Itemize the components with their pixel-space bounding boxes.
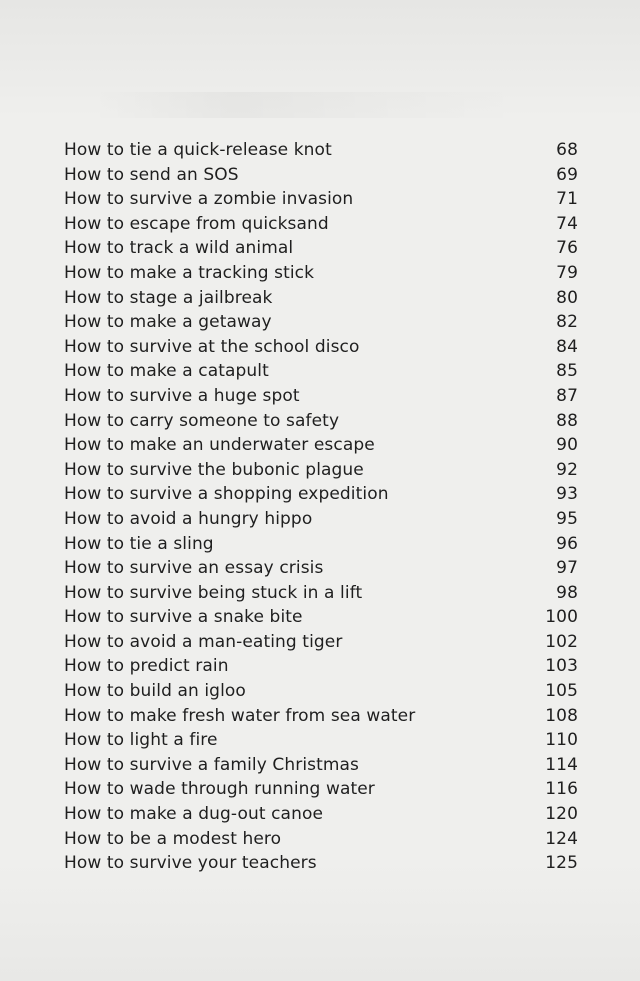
toc-entry-page: 97 (556, 558, 578, 579)
toc-entry (64, 359, 578, 384)
toc-entry-page: 80 (556, 287, 578, 308)
toc-entry (64, 753, 578, 778)
toc-entry (64, 630, 578, 655)
toc-entry-page: 82 (556, 312, 578, 333)
toc-entry-title: How to escape from quicksand (64, 213, 329, 234)
toc-entry-title: How to make a dug-out canoe (64, 804, 324, 825)
toc-entry (64, 409, 578, 434)
toc-entry-page: 98 (556, 582, 578, 603)
toc-entry-title: How to make a tracking stick (64, 262, 315, 283)
toc-entry-title: How to tie a quick-release knot (64, 140, 332, 160)
toc-entry-title: How to survive the bubonic plague (64, 459, 364, 480)
toc-entry (64, 851, 578, 876)
toc-entry-title: How to avoid a hungry hippo (64, 508, 313, 529)
toc-entry-title: How to make a getaway (64, 312, 272, 333)
toc-entry-page: 90 (556, 435, 578, 456)
toc-entry (64, 581, 578, 606)
toc-entry (64, 310, 578, 335)
toc-entry (64, 605, 578, 630)
toc-entry-title: How to light a fire (64, 730, 218, 751)
toc-entry-page: 110 (545, 730, 578, 751)
toc-entry-title: How to survive a snake bite (64, 607, 303, 628)
toc-entry-title: How to send an SOS (64, 164, 239, 185)
toc-entry-title: How to survive being stuck in a lift (64, 582, 363, 603)
toc-entry-title: How to carry someone to safety (64, 410, 340, 431)
toc-entry-title: How to be a modest hero (64, 828, 282, 849)
toc-entry (64, 163, 578, 188)
toc-entry-page: 71 (556, 189, 578, 210)
toc-entry-page: 114 (545, 754, 578, 775)
toc-entry-title: How to survive a shopping expedition (64, 484, 389, 505)
toc-entry (64, 556, 578, 581)
toc-entry-page: 76 (556, 238, 578, 259)
toc-entry-page: 120 (545, 804, 578, 825)
toc-entry-page: 84 (556, 336, 578, 357)
toc-entry-page: 124 (545, 828, 578, 849)
toc-entry-title: How to survive an essay crisis (64, 558, 324, 579)
toc-entry (64, 532, 578, 557)
toc-entry-page: 95 (556, 508, 578, 529)
toc-entry-page: 92 (556, 459, 578, 480)
toc-entry-title: How to track a wild animal (64, 238, 294, 259)
toc-entry-title: How to survive a zombie invasion (64, 189, 354, 210)
toc-entry-page: 96 (556, 533, 578, 554)
toc-entry (64, 212, 578, 237)
toc-entry (64, 433, 578, 458)
toc-entry-page: 102 (545, 631, 578, 652)
toc-entry (64, 187, 578, 212)
toc-entry (64, 261, 578, 286)
toc-entry (64, 482, 578, 507)
toc-entry (64, 802, 578, 827)
toc-entry-page: 79 (556, 262, 578, 283)
toc-entry-title: How to make a catapult (64, 361, 269, 382)
toc-entry-page: 103 (545, 656, 578, 677)
toc-entry-title: How to survive a family Christmas (64, 754, 359, 775)
toc-entry-page: 88 (556, 410, 578, 431)
toc-entry-title: How to predict rain (64, 656, 229, 677)
toc-entry-title: How to survive your teachers (64, 853, 317, 874)
toc-entry-page: 125 (545, 853, 578, 874)
toc-entry-title: How to make fresh water from sea water (64, 705, 416, 726)
toc-entry-page: 100 (545, 607, 578, 628)
toc-entry-title: How to avoid a man-eating tiger (64, 631, 343, 652)
toc-entry-page: 116 (545, 779, 578, 800)
toc-entry (64, 507, 578, 532)
toc-entry-title: How to survive at the school disco (64, 336, 360, 357)
toc-entry-title: How to tie a sling (64, 533, 214, 554)
toc-entry (64, 138, 578, 163)
toc-entry (64, 458, 578, 483)
toc-entry (64, 777, 578, 802)
toc-entry (64, 704, 578, 729)
toc-entry (64, 679, 578, 704)
toc-entry (64, 335, 578, 360)
toc-entry (64, 827, 578, 852)
toc-entry-page: 108 (545, 705, 578, 726)
toc-entry-page: 74 (556, 213, 578, 234)
toc-entry (64, 728, 578, 753)
toc-entry-title: How to stage a jailbreak (64, 287, 273, 308)
toc-entry-title: How to build an igloo (64, 681, 246, 702)
toc-entry-page: 87 (556, 385, 578, 406)
toc-entry-title: How to make an underwater escape (64, 435, 375, 456)
toc-entry-page: 85 (556, 361, 578, 382)
toc-entry (64, 384, 578, 409)
show-through-text (92, 92, 522, 118)
toc-entry-page: 105 (545, 681, 578, 702)
toc-entry-page: 68 (556, 140, 578, 160)
toc-entry-page: 93 (556, 484, 578, 505)
toc-entry-page: 69 (556, 164, 578, 185)
toc-entry (64, 654, 578, 679)
toc-entry-title: How to survive a huge spot (64, 385, 300, 406)
table-of-contents (64, 138, 578, 876)
toc-entry (64, 236, 578, 261)
toc-entry (64, 286, 578, 311)
toc-entry-title: How to wade through running water (64, 779, 375, 800)
